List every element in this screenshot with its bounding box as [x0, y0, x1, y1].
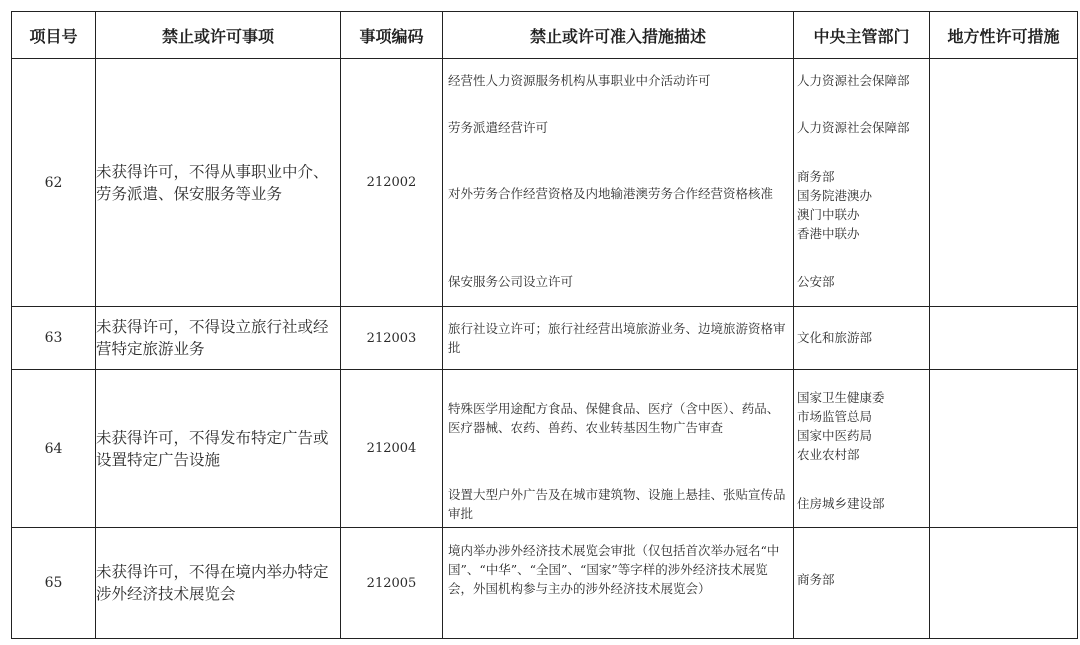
- item-code: 212005: [341, 528, 443, 639]
- department-list: [794, 167, 929, 243]
- department-name: 农业农村部: [797, 447, 860, 462]
- measure-description-cell: [443, 307, 794, 370]
- table-row: [12, 370, 1078, 528]
- department-name: 国家中医药局: [797, 428, 873, 443]
- measure-description: 保安服务公司设立许可: [448, 274, 574, 289]
- department-name: 澳门中联办: [797, 207, 860, 222]
- item-text-cell: [96, 307, 341, 370]
- measure-description: 劳务派遣经营许可: [448, 120, 549, 135]
- measure-description: 对外劳务合作经营资格及内地输港澳劳务合作经营资格核准: [448, 186, 774, 201]
- item-number: 63: [12, 307, 96, 370]
- local-measures-cell: [930, 528, 1078, 639]
- measure-description: 旅行社设立许可；旅行社经营出境旅游业务、边境旅游资格审批: [448, 321, 786, 355]
- central-department-cell: [794, 370, 930, 528]
- item-text: 未获得许可，不得从事职业中介、劳务派遣、保安服务等业务: [96, 162, 329, 203]
- department-name: 文化和旅游部: [797, 330, 873, 345]
- measure-description-cell: [443, 59, 794, 307]
- header-local-measures: 地方性许可措施: [930, 12, 1078, 59]
- item-code: 212004: [341, 370, 443, 528]
- item-text: 未获得许可，不得发布特定广告或设置特定广告设施: [96, 428, 329, 469]
- local-measures-cell: [930, 307, 1078, 370]
- header-row: [12, 12, 1078, 59]
- department-name: 商务部: [797, 169, 835, 184]
- measure-description: 境内举办涉外经济技术展览会审批（仅包括首次举办冠名“中国”、“中华”、“全国”、“国家”等字样的涉外经济技术展览会，外国机构参与主办的涉外经济技术展览会）: [448, 543, 780, 596]
- measure-description: 设置大型户外广告及在城市建筑物、设施上悬挂、张贴宣传品审批: [448, 487, 786, 521]
- item-text-cell: [96, 528, 341, 639]
- department-name: 人力资源社会保障部: [797, 120, 910, 135]
- table-row: [12, 528, 1078, 639]
- department-name: 公安部: [797, 274, 835, 289]
- header-item-code: 事项编码: [341, 12, 443, 59]
- department-name: 商务部: [797, 572, 835, 587]
- central-department-cell: [794, 528, 930, 639]
- table-row: [12, 59, 1078, 307]
- measure-description-cell: [443, 528, 794, 639]
- central-department-cell: [794, 59, 930, 307]
- measure-description: 经营性人力资源服务机构从事职业中介活动许可: [448, 73, 711, 88]
- item-text-cell: [96, 370, 341, 528]
- item-text-cell: [96, 59, 341, 307]
- header-item: 禁止或许可事项: [96, 12, 341, 59]
- item-number: 65: [12, 528, 96, 639]
- permit-table: [11, 11, 1078, 639]
- item-code: 212003: [341, 307, 443, 370]
- department-name: 香港中联办: [797, 226, 860, 241]
- measure-description-cell: [443, 370, 794, 528]
- central-department-cell: [794, 307, 930, 370]
- department-name: 市场监管总局: [797, 409, 873, 424]
- header-central-department: 中央主管部门: [794, 12, 930, 59]
- header-item-number: 项目号: [12, 12, 96, 59]
- department-name: 住房城乡建设部: [797, 496, 885, 511]
- item-text: 未获得许可，不得在境内举办特定涉外经济技术展览会: [96, 563, 329, 603]
- item-number: 62: [12, 59, 96, 307]
- local-measures-cell: [930, 370, 1078, 528]
- header-measure-description: 禁止或许可准入措施描述: [443, 12, 794, 59]
- department-name: 国家卫生健康委: [797, 390, 885, 405]
- local-measures-cell: [930, 59, 1078, 307]
- measure-description: 特殊医学用途配方食品、保健食品、医疗（含中医）、药品、医疗器械、农药、兽药、农业转基因生物广告审查: [448, 401, 780, 435]
- item-number: 64: [12, 370, 96, 528]
- table-row: [12, 307, 1078, 370]
- department-name: 人力资源社会保障部: [797, 73, 910, 88]
- department-list: [794, 388, 929, 464]
- item-code: 212002: [341, 59, 443, 307]
- department-name: 国务院港澳办: [797, 188, 873, 203]
- item-text: 未获得许可，不得设立旅行社或经营特定旅游业务: [96, 318, 329, 358]
